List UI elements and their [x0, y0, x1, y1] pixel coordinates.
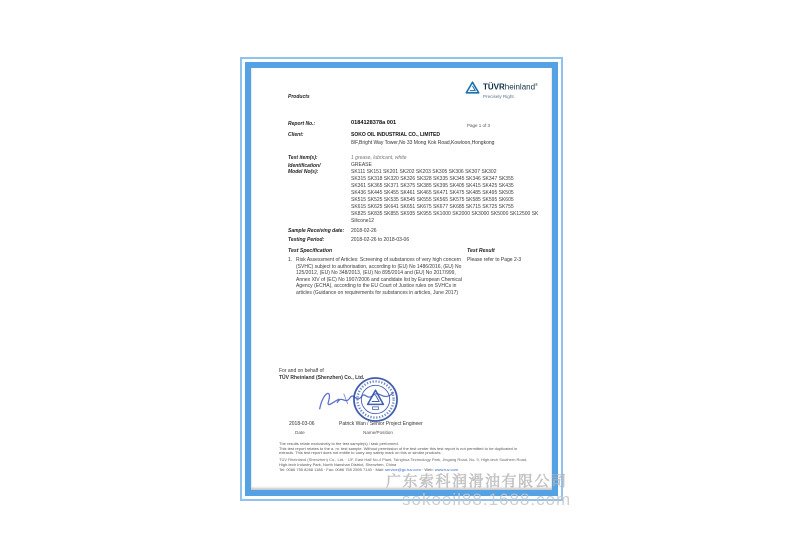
- registered-mark: ®: [535, 82, 538, 87]
- footer-disclaimer-line: extracts. This test report does not entitle to carry any safety mark on this or similar products.: [279, 450, 442, 456]
- logo-bold-part: TÜVR: [483, 82, 505, 92]
- signer-name-position: Patrick Wan / Senior Project Engineer: [339, 421, 423, 427]
- page-number: Page 1 of 3: [467, 123, 491, 128]
- test-report-page: [251, 68, 552, 490]
- tuv-triangle-icon: [465, 81, 480, 94]
- model-line: SK615 SK625 SK641 SK651 SK675 SK677 SK685 SK715 SK725 SK755: [351, 204, 514, 210]
- footer-mail-link[interactable]: service@gc.tuv.com: [385, 466, 421, 472]
- identification-label-line2: Model No(s):: [288, 169, 319, 175]
- products-label: Products: [288, 94, 310, 100]
- company-seal-stamp: [352, 376, 399, 423]
- model-line: SK315 SK318 SK320 SK326 SK328 SK335 SK345 SK346 SK347 SK355: [351, 176, 514, 182]
- model-numbers-block: [351, 162, 551, 225]
- watermark-site-url: sokooil88.1688.com: [402, 490, 572, 509]
- model-grease-heading: GREASE: [351, 162, 372, 168]
- footer-contact-pre: Tel: 0086 755 8268 1188 · Fax: 0086 755 2595 7140 · Mail:: [279, 466, 386, 472]
- model-line: SK515 SK525 SK535 SK545 SK555 SK565 SK575 SK585 SK595 SK605: [351, 197, 514, 203]
- report-no-label: Report No.:: [288, 121, 316, 127]
- certificate-inner-border: [245, 62, 558, 496]
- spec-result-text: Please refer to Page 2-3: [467, 257, 522, 263]
- client-name: SOKO OIL INDUSTRIAL CO., LIMITED: [351, 132, 440, 138]
- test-specification-heading: Test Specification: [288, 248, 333, 254]
- footer-address-line: TÜV Rheinland (Shenzhen) Co., Ltd. · 1/F, East Half No.4 Plant, Tsinghua Technology Park, Jingang Road, No. 9, High-tech Southern Road,: [279, 457, 528, 463]
- client-label: Client:: [288, 132, 304, 138]
- sample-receiving-label: Sample Receiving date:: [288, 228, 345, 234]
- behalf-line: For and on behalf of: [279, 368, 324, 374]
- footer-disclaimer-line: This test report relates to the a. m. test sample. Without permission of the test center this test report is not permitted to be duplicated in: [279, 445, 518, 451]
- test-result-heading: Test Result: [467, 248, 495, 254]
- model-line: SK111 SK151 SK201 SK202 SK203 SK305 SK306 SK307 SK302: [351, 169, 497, 175]
- model-line: SK436 SK445 SK455 SK461 SK465 SK471 SK475 SK485 SK495 SK505: [351, 190, 514, 196]
- test-item-value: 1 grease, lubricant, white: [351, 155, 407, 161]
- test-item-label: Test item(s):: [288, 155, 318, 161]
- signing-company: TÜV Rheinland (Shenzhen) Co., Ltd.: [279, 375, 365, 381]
- model-line: Silicone12: [351, 218, 375, 224]
- logo-rest-part: heinland: [504, 82, 536, 92]
- footer-address-line: High-tech Industry Park, North Nanshan District, Shenzhen, China: [279, 461, 397, 467]
- footer-disclaimer-line: The results relate exclusively to the test sample(s) / task performed.: [279, 441, 399, 446]
- date-caption: Date: [295, 430, 305, 435]
- spec-item-text: Risk Assessment of Articles: Screening of substances of very high concern (SVHC) subject to authorisation, according to (EU) No 1486/2016, (EU) No 125/2012, (EU) No 348/2013, (EU) No 895/2014 and (EU) No 2017/999, Annex XIV of (EC) No 1907/2006 and candidate list by European Chemical Agency (ECHA), according to the EU Court of Justice rules on SVHCs in articles (Guidance on requirements for substances in articles, June 2017): [296, 257, 462, 296]
- model-line: SK825 SK835 SK855 SK935 SK955 SK1000 SK2000 SK3000 SK5000 SK12500 SK: [351, 211, 539, 217]
- logo-wordmark: [483, 81, 538, 101]
- tuv-rheinland-logo: [465, 81, 538, 101]
- report-no-value: 0184128378a 001: [351, 120, 397, 126]
- sample-receiving-value: 2018-02-26: [351, 228, 377, 234]
- testing-period-value: 2018-02-26 to 2018-03-06: [351, 237, 410, 243]
- client-address: 8/F,Bright Way Tower,No 33 Mong Kok Road,Kowloon,Hongkong: [351, 140, 495, 146]
- model-line: SK361 SK365 SK371 SK375 SK385 SK395 SK405 SK415 SK425 SK435: [351, 183, 514, 189]
- logo-tagline: Precisely Right.: [483, 93, 515, 99]
- spec-item-number: 1.: [288, 257, 293, 263]
- report-footer: [279, 442, 529, 472]
- footer-contact-mid: · Web:: [420, 466, 435, 472]
- certificate-frame: [240, 57, 563, 501]
- signing-date: 2018-03-06: [289, 421, 315, 427]
- watermark-company-name: 广东索科润滑油有限公司: [386, 473, 568, 490]
- footer-web-link[interactable]: www.tuv.com: [434, 466, 458, 472]
- testing-period-label: Testing Period:: [288, 237, 325, 243]
- identification-label-line1: Identification/: [288, 163, 321, 169]
- name-position-caption: Name/Position: [363, 430, 393, 435]
